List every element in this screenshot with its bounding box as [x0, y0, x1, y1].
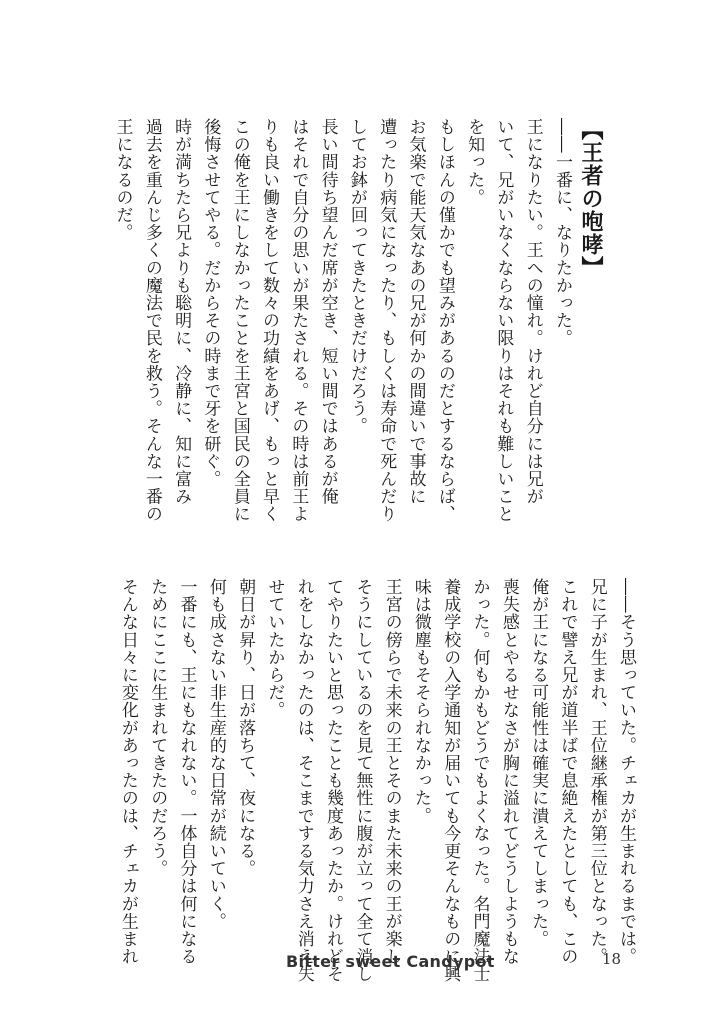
text-line: 後悔させてやる。だからその時まで牙を研ぐ。	[200, 118, 221, 488]
text-line: してお鉢が回ってきたときだけだろう。	[346, 118, 367, 435]
text-line: 俺が王になる可能性は確実に潰えてしまった。	[528, 578, 549, 948]
text-line: せていたからだ。	[264, 578, 285, 719]
text-line: 王宮の傍らで未来の王とそのまた未来の王が楽し	[381, 578, 402, 966]
text-line: れをしなかったのは、そこまでする気力さえ消え失	[293, 578, 314, 983]
text-line: 王になりたい。王への憧れ。けれど自分には兄が	[522, 118, 543, 506]
section-title: 【王者の咆哮】	[578, 118, 603, 279]
text-line: りも良い働きをして数々の功績をあげ、もっと早く	[259, 118, 279, 523]
text-line: 喪失感とやるせなさが胸に溢れてどうしようもな	[498, 578, 519, 966]
text-line: ――そう思っていた。チェカが生まれるまでは。	[616, 578, 636, 966]
text-line: 遭ったり病気になったり、もしくは寿命で死んだり	[376, 118, 397, 523]
text-line: かった。何もかもどうでもよくなった。名門魔法士	[469, 578, 490, 983]
text-line: てやりたいと思ったことも幾度あったか。けれどそ	[323, 578, 343, 983]
text-line: 時が満ちたら兄よりも聡明に、冷静に、知に富み	[171, 118, 192, 506]
text-line: を知った。	[464, 118, 485, 206]
text-line: もしほんの僅かでも望みがあるのだとするならば、	[434, 118, 455, 523]
text-line: 養成学校の入学通知が届いても今更そんなものに興	[440, 578, 461, 983]
text-line: そうにしているのを見て無性に腹が立って全て消し	[352, 578, 373, 983]
text-line: この俺を王にしなかったことを王宮と国民の全員に	[229, 118, 250, 523]
text-line: 一番にも、王にもなれない。一体自分は何になる	[176, 578, 197, 966]
text-line: 何も成さない非生産的な日常が続いていく。	[205, 578, 226, 930]
text-line: ためにここに生まれてきたのだろう。	[147, 578, 168, 878]
text-line: これで譬え兄が道半ばで息絶えたとしても、この	[557, 578, 578, 966]
text-line: いて、兄がいなくならない限りはそれも難しいこと	[493, 118, 514, 523]
text-line: 長い間待ち望んだ席が空き、短い間ではあるが俺	[317, 118, 338, 506]
footer-title: Bitter sweet Candypot	[286, 952, 495, 971]
page-number: 18	[602, 950, 622, 968]
text-line: はそれで自分の思いが果たされる。その時は前王よ	[288, 118, 309, 523]
text-line: 兄に子が生まれ、王位継承権が第三位となった。	[586, 578, 607, 966]
text-line: お気楽で能天気なあの兄が何かの間違いで事故に	[405, 118, 426, 506]
text-line: 味は微塵もそそられなかった。	[410, 578, 431, 825]
text-line: ――一番に、なりたかった。	[552, 118, 572, 347]
text-line: 過去を重んじ多くの魔法で民を救う。そんな一番の	[141, 118, 162, 523]
text-line: 朝日が昇り、日が落ちて、夜になる。	[235, 578, 256, 878]
text-line: 王になるのだ。	[112, 118, 133, 242]
text-line: そんな日々に変化があったのは、チェカが生まれ	[117, 578, 138, 966]
